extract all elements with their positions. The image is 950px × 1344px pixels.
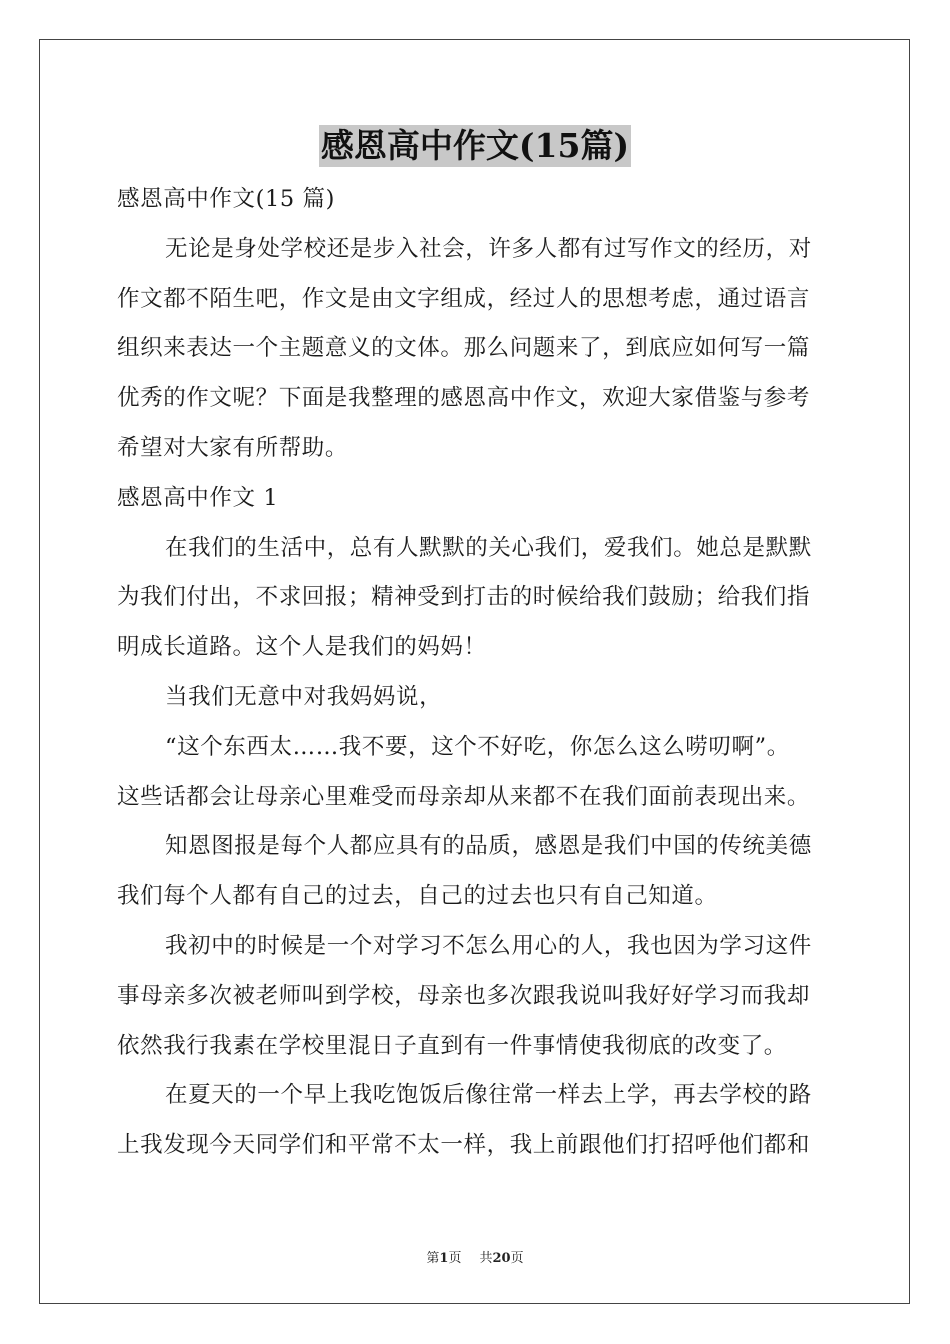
body-line: 无论是身处学校还是步入社会，许多人都有过写作文的经历，对: [165, 235, 812, 262]
body-line: 事母亲多次被老师叫到学校，母亲也多次跟我说叫我好好学习而我却: [117, 982, 811, 1009]
body-line: 在我们的生活中，总有人默默的关心我们，爱我们。她总是默默: [165, 534, 812, 561]
body-line: 我初中的时候是一个对学习不怎么用心的人，我也因为学习这件: [165, 932, 812, 959]
body-line: 上我发现今天同学们和平常不太一样，我上前跟他们打招呼他们都和: [117, 1132, 811, 1159]
page-total: 20: [492, 1251, 511, 1266]
body-line: 当我们无意中对我妈妈说，: [165, 683, 443, 710]
title-wrap: [0, 125, 950, 167]
total-prefix: 共: [479, 1251, 493, 1266]
body-line: 这些话都会让母亲心里难受而母亲却从来都不在我们面前表现出来。: [117, 783, 811, 810]
body-line: 组织来表达一个主题意义的文体。那么问题来了，到底应如何写一篇: [117, 335, 811, 362]
body-line: 在夏天的一个早上我吃饱饭后像往常一样去上学，再去学校的路: [165, 1082, 812, 1109]
body-line: 作文都不陌生吧，作文是由文字组成，经过人的思想考虑，通过语言: [117, 285, 811, 312]
body-line: “这个东西太……我不要，这个不好吃，你怎么这么唠叨啊”。: [165, 733, 790, 760]
document-title: 感恩高中作文(15篇): [320, 126, 630, 165]
section-heading: 感恩高中作文 1: [117, 484, 279, 511]
page-suffix: 页: [448, 1251, 462, 1266]
body-line: 感恩高中作文(15 篇): [117, 186, 336, 212]
body-line: 优秀的作文呢？下面是我整理的感恩高中作文，欢迎大家借鉴与参考: [117, 385, 811, 412]
body-line: 依然我行我素在学校里混日子直到有一件事情使我彻底的改变了。: [117, 1032, 787, 1059]
document-body: [117, 175, 833, 1171]
body-line: 希望对大家有所帮助。: [117, 434, 349, 461]
total-suffix: 页: [510, 1251, 524, 1266]
body-line: 我们每个人都有自己的过去，自己的过去也只有自己知道。: [117, 883, 718, 910]
page-footer: [0, 1247, 950, 1266]
body-line: 明成长道路。这个人是我们的妈妈！: [117, 634, 487, 661]
page-prefix: 第: [426, 1251, 440, 1266]
page-current: 1: [439, 1251, 449, 1266]
body-line: 知恩图报是每个人都应具有的品质，感恩是我们中国的传统美德: [165, 833, 812, 860]
body-line: 为我们付出，不求回报；精神受到打击的时候给我们鼓励；给我们指: [117, 584, 811, 611]
